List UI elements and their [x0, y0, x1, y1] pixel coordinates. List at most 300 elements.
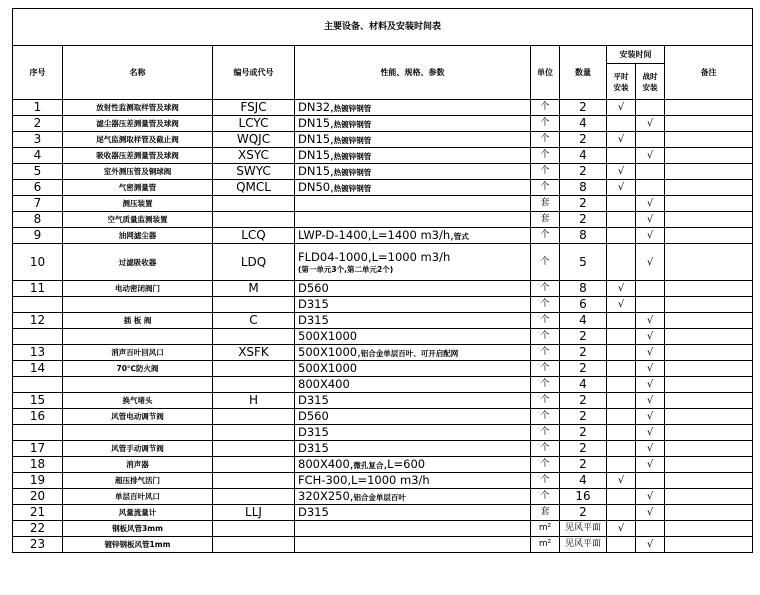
item-name: 换气堵头: [63, 393, 213, 409]
item-unit: 个: [531, 244, 560, 281]
spec-main: D315: [298, 440, 329, 455]
row-number: 12: [13, 313, 63, 329]
table-row: [13, 393, 753, 409]
item-name: 吸收器压差测量管及球阀: [63, 148, 213, 164]
row-number: 1: [13, 100, 63, 116]
install-normal-check: √: [607, 521, 636, 537]
table-row: [13, 196, 753, 212]
spec-main: 500X1000: [298, 328, 358, 343]
row-number: 15: [13, 393, 63, 409]
item-name: 消声器: [63, 457, 213, 473]
row-number: [13, 297, 63, 313]
item-note: [665, 409, 753, 425]
item-name: 放射性监测取样管及球阀: [63, 100, 213, 116]
spec-material: 铝合金单层百叶: [353, 492, 406, 502]
install-normal-check: √: [607, 132, 636, 148]
item-qty: 2: [560, 345, 607, 361]
install-war-check: [636, 180, 665, 196]
table-row: [13, 116, 753, 132]
header-no: 序号: [13, 46, 63, 100]
install-normal-check: [607, 345, 636, 361]
item-unit: 个: [531, 228, 560, 244]
item-unit: 个: [531, 441, 560, 457]
item-code: [213, 377, 295, 393]
item-code: LDQ: [213, 244, 295, 281]
spec-main: DN50,: [298, 179, 334, 194]
item-note: [665, 537, 753, 553]
table-row: [13, 537, 753, 553]
table-row: [13, 489, 753, 505]
table-row: [13, 521, 753, 537]
item-qty: 8: [560, 180, 607, 196]
install-war-check: √: [636, 361, 665, 377]
item-code: SWYC: [213, 164, 295, 180]
item-note: [665, 196, 753, 212]
item-unit: 个: [531, 377, 560, 393]
item-note: [665, 281, 753, 297]
item-spec: [295, 196, 531, 212]
item-code: LLJ: [213, 505, 295, 521]
spec-main: 500X1000,: [298, 344, 361, 359]
item-spec: [295, 489, 531, 505]
install-war-check: √: [636, 329, 665, 345]
item-qty: 2: [560, 409, 607, 425]
install-normal-check: [607, 116, 636, 132]
item-note: [665, 180, 753, 196]
item-name: 单层百叶风口: [63, 489, 213, 505]
install-normal-check: [607, 361, 636, 377]
install-war-check: √: [636, 116, 665, 132]
spec-main: D315: [298, 504, 329, 519]
table-row: [13, 244, 753, 281]
item-code: XSFK: [213, 345, 295, 361]
spec-extra: (第一单元3个,第二单元2个): [298, 264, 394, 274]
install-normal-check: √: [607, 100, 636, 116]
item-note: [665, 457, 753, 473]
header-note: 备注: [665, 46, 753, 100]
spec-main: D315: [298, 312, 329, 327]
item-qty: 4: [560, 377, 607, 393]
header-qty: 数量: [560, 46, 607, 100]
spec-material: 铝合金单层百叶、可开启配网: [360, 348, 459, 358]
item-code: [213, 212, 295, 228]
table-row: [13, 148, 753, 164]
item-qty: 2: [560, 425, 607, 441]
spec-main: 800X400,: [298, 456, 354, 471]
row-number: 14: [13, 361, 63, 377]
install-war-check: [636, 521, 665, 537]
header-install-time: 安装时间: [607, 46, 665, 64]
item-unit: 个: [531, 148, 560, 164]
table-row: [13, 297, 753, 313]
install-normal-check: [607, 148, 636, 164]
table-row: [13, 164, 753, 180]
install-war-check: √: [636, 148, 665, 164]
item-name: 风量流量计: [63, 505, 213, 521]
item-name: [63, 297, 213, 313]
install-war-check: √: [636, 377, 665, 393]
table-row: [13, 473, 753, 489]
item-spec: [295, 409, 531, 425]
row-number: 8: [13, 212, 63, 228]
item-unit: 个: [531, 425, 560, 441]
item-name: 钢板风管3mm: [63, 521, 213, 537]
install-war-check: [636, 164, 665, 180]
table-row: [13, 457, 753, 473]
item-name: 室外测压管及铜球阀: [63, 164, 213, 180]
spec-main: FCH-300,L=1000 m3/h: [298, 472, 430, 487]
item-qty: 8: [560, 228, 607, 244]
spec-main: DN15,: [298, 115, 334, 130]
item-name: 风管电动调节阀: [63, 409, 213, 425]
item-qty: 2: [560, 132, 607, 148]
spec-main: D315: [298, 424, 329, 439]
install-normal-check: √: [607, 180, 636, 196]
table-row: [13, 329, 753, 345]
spec-material: 微孔复合: [353, 460, 384, 470]
item-qty: 见风平面: [560, 521, 607, 537]
item-note: [665, 116, 753, 132]
item-note: [665, 164, 753, 180]
install-normal-check: [607, 329, 636, 345]
row-number: [13, 425, 63, 441]
item-unit: 个: [531, 473, 560, 489]
install-war-check: √: [636, 489, 665, 505]
spec-material: 热镀锌钢管: [333, 151, 372, 161]
item-unit: 个: [531, 164, 560, 180]
item-code: [213, 521, 295, 537]
item-note: [665, 361, 753, 377]
install-war-check: √: [636, 537, 665, 553]
item-qty: 4: [560, 473, 607, 489]
item-qty: 2: [560, 457, 607, 473]
spec-main: FLD04-1000,L=1000 m3/h: [298, 249, 451, 264]
install-normal-check: [607, 425, 636, 441]
item-unit: 个: [531, 180, 560, 196]
item-code: [213, 361, 295, 377]
install-war-check: √: [636, 212, 665, 228]
table-row: [13, 132, 753, 148]
table-row: [13, 361, 753, 377]
item-code: FSJC: [213, 100, 295, 116]
equipment-schedule-sheet: [12, 8, 752, 553]
install-normal-check: [607, 457, 636, 473]
item-unit: 个: [531, 329, 560, 345]
item-spec: [295, 100, 531, 116]
install-war-check: √: [636, 441, 665, 457]
spec-main: D560: [298, 280, 329, 295]
item-unit: 个: [531, 345, 560, 361]
spec-main: D560: [298, 408, 329, 423]
item-spec: [295, 441, 531, 457]
item-qty: 8: [560, 281, 607, 297]
install-normal-check: √: [607, 281, 636, 297]
item-qty: 2: [560, 329, 607, 345]
row-number: 6: [13, 180, 63, 196]
item-spec: [295, 132, 531, 148]
item-unit: 个: [531, 361, 560, 377]
item-unit: m²: [531, 521, 560, 537]
item-code: [213, 473, 295, 489]
install-normal-check: [607, 313, 636, 329]
table-row: [13, 409, 753, 425]
item-code: [213, 537, 295, 553]
item-spec: [295, 377, 531, 393]
row-number: 23: [13, 537, 63, 553]
item-note: [665, 345, 753, 361]
row-number: 19: [13, 473, 63, 489]
table-row: [13, 425, 753, 441]
item-name: 镀锌钢板风管1mm: [63, 537, 213, 553]
item-code: [213, 425, 295, 441]
item-spec: [295, 228, 531, 244]
item-qty: 16: [560, 489, 607, 505]
item-note: [665, 148, 753, 164]
table-row: [13, 281, 753, 297]
header-name: 名称: [63, 46, 213, 100]
item-qty: 5: [560, 244, 607, 281]
spec-main: DN15,: [298, 131, 334, 146]
spec-main: LWP-D-1400,L=1400 m3/h,: [298, 227, 454, 242]
spec-main: D315: [298, 392, 329, 407]
item-code: H: [213, 393, 295, 409]
item-code: [213, 297, 295, 313]
install-normal-check: [607, 409, 636, 425]
item-spec: [295, 180, 531, 196]
item-code: C: [213, 313, 295, 329]
item-name: 超压排气活门: [63, 473, 213, 489]
install-normal-check: [607, 441, 636, 457]
item-spec: [295, 537, 531, 553]
item-unit: 套: [531, 505, 560, 521]
item-spec: [295, 116, 531, 132]
install-normal-check: [607, 228, 636, 244]
item-name: 过滤吸收器: [63, 244, 213, 281]
item-name: 70℃防火阀: [63, 361, 213, 377]
item-name: 尾气监测取样管及截止阀: [63, 132, 213, 148]
table-row: [13, 377, 753, 393]
item-note: [665, 505, 753, 521]
install-war-check: √: [636, 505, 665, 521]
row-number: 11: [13, 281, 63, 297]
install-war-check: √: [636, 345, 665, 361]
item-qty: 2: [560, 100, 607, 116]
item-spec: [295, 393, 531, 409]
header-spec: 性能、规格、参数: [295, 46, 531, 100]
spec-main: DN15,: [298, 147, 334, 162]
item-note: [665, 132, 753, 148]
item-note: [665, 329, 753, 345]
item-code: XSYC: [213, 148, 295, 164]
item-name: 滤尘器压差测量管及球阀: [63, 116, 213, 132]
install-war-check: [636, 473, 665, 489]
item-unit: 个: [531, 489, 560, 505]
item-note: [665, 473, 753, 489]
item-name: 空气质量监测装置: [63, 212, 213, 228]
item-spec: [295, 521, 531, 537]
item-spec: [295, 505, 531, 521]
item-name: [63, 377, 213, 393]
item-code: [213, 196, 295, 212]
item-qty: 4: [560, 313, 607, 329]
item-spec: [295, 361, 531, 377]
item-unit: 个: [531, 457, 560, 473]
install-war-check: [636, 132, 665, 148]
table-row: [13, 441, 753, 457]
row-number: 22: [13, 521, 63, 537]
install-war-check: √: [636, 313, 665, 329]
install-normal-check: [607, 489, 636, 505]
item-unit: 个: [531, 313, 560, 329]
item-unit: 套: [531, 212, 560, 228]
equipment-table: [12, 8, 753, 553]
item-note: [665, 521, 753, 537]
item-code: LCYC: [213, 116, 295, 132]
install-normal-check: [607, 505, 636, 521]
install-normal-check: √: [607, 164, 636, 180]
install-normal-check: [607, 377, 636, 393]
item-spec: [295, 164, 531, 180]
install-war-check: √: [636, 244, 665, 281]
item-note: [665, 297, 753, 313]
item-name: 油网滤尘器: [63, 228, 213, 244]
header-unit: 单位: [531, 46, 560, 100]
item-unit: 个: [531, 281, 560, 297]
item-note: [665, 393, 753, 409]
row-number: 7: [13, 196, 63, 212]
item-code: WQJC: [213, 132, 295, 148]
item-name: [63, 425, 213, 441]
item-unit: 个: [531, 100, 560, 116]
item-spec: [295, 345, 531, 361]
spec-material: 热镀锌钢管: [333, 103, 372, 113]
item-qty: 2: [560, 393, 607, 409]
item-qty: 2: [560, 212, 607, 228]
item-note: [665, 244, 753, 281]
table-row: [13, 505, 753, 521]
spec-main: DN15,: [298, 163, 334, 178]
item-qty: 2: [560, 361, 607, 377]
row-number: 13: [13, 345, 63, 361]
item-unit: 个: [531, 409, 560, 425]
spec-main: 800X400: [298, 376, 350, 391]
row-number: [13, 329, 63, 345]
item-note: [665, 441, 753, 457]
item-spec: [295, 313, 531, 329]
table-row: [13, 313, 753, 329]
item-code: [213, 457, 295, 473]
row-number: 21: [13, 505, 63, 521]
header-install-war: 战时安装: [636, 64, 665, 100]
item-name: 气密测量管: [63, 180, 213, 196]
item-code: LCQ: [213, 228, 295, 244]
item-code: QMCL: [213, 180, 295, 196]
spec-main: D315: [298, 296, 329, 311]
item-code: [213, 441, 295, 457]
item-qty: 见风平面: [560, 537, 607, 553]
item-unit: 套: [531, 196, 560, 212]
install-normal-check: [607, 244, 636, 281]
row-number: 2: [13, 116, 63, 132]
spec-material: 热镀锌钢管: [333, 135, 372, 145]
install-war-check: √: [636, 425, 665, 441]
header-install-normal: 平时安装: [607, 64, 636, 100]
row-number: 18: [13, 457, 63, 473]
row-number: 9: [13, 228, 63, 244]
item-qty: 2: [560, 196, 607, 212]
spec-main: DN32,: [298, 99, 334, 114]
item-note: [665, 313, 753, 329]
row-number: 10: [13, 244, 63, 281]
item-spec: [295, 329, 531, 345]
spec-material: 热镀锌钢管: [333, 183, 372, 193]
install-normal-check: [607, 393, 636, 409]
spec-material: 管式: [453, 231, 469, 241]
spec-main: 500X1000: [298, 360, 358, 375]
table-title: 主要设备、材料及安装时间表: [13, 9, 753, 46]
item-unit: m²: [531, 537, 560, 553]
item-code: [213, 409, 295, 425]
item-qty: 4: [560, 116, 607, 132]
item-spec: [295, 297, 531, 313]
item-qty: 4: [560, 148, 607, 164]
item-name: 电动密闭阀门: [63, 281, 213, 297]
install-war-check: √: [636, 228, 665, 244]
row-number: [13, 377, 63, 393]
item-name: 插 板 阀: [63, 313, 213, 329]
install-war-check: [636, 281, 665, 297]
row-number: 5: [13, 164, 63, 180]
item-spec: [295, 281, 531, 297]
item-spec: [295, 244, 531, 281]
install-normal-check: [607, 212, 636, 228]
item-code: [213, 329, 295, 345]
item-unit: 个: [531, 393, 560, 409]
spec-material: 热镀锌钢管: [333, 119, 372, 129]
table-row: [13, 100, 753, 116]
item-spec: [295, 148, 531, 164]
row-number: 4: [13, 148, 63, 164]
item-note: [665, 228, 753, 244]
item-name: [63, 329, 213, 345]
item-spec: [295, 425, 531, 441]
item-note: [665, 212, 753, 228]
item-spec: [295, 457, 531, 473]
spec-main: 320X250,: [298, 488, 354, 503]
install-war-check: √: [636, 196, 665, 212]
item-spec: [295, 212, 531, 228]
row-number: 17: [13, 441, 63, 457]
table-body: [13, 100, 753, 553]
item-name: 消声百叶回风口: [63, 345, 213, 361]
item-code: [213, 489, 295, 505]
item-name: 风管手动调节阀: [63, 441, 213, 457]
table-row: [13, 180, 753, 196]
install-war-check: [636, 100, 665, 116]
install-normal-check: √: [607, 297, 636, 313]
install-war-check: [636, 297, 665, 313]
item-note: [665, 377, 753, 393]
spec-extra: ,L=600: [383, 456, 426, 471]
item-qty: 2: [560, 164, 607, 180]
install-normal-check: [607, 537, 636, 553]
item-note: [665, 489, 753, 505]
table-row: [13, 212, 753, 228]
item-qty: 6: [560, 297, 607, 313]
install-war-check: √: [636, 409, 665, 425]
row-number: 3: [13, 132, 63, 148]
item-qty: 2: [560, 441, 607, 457]
